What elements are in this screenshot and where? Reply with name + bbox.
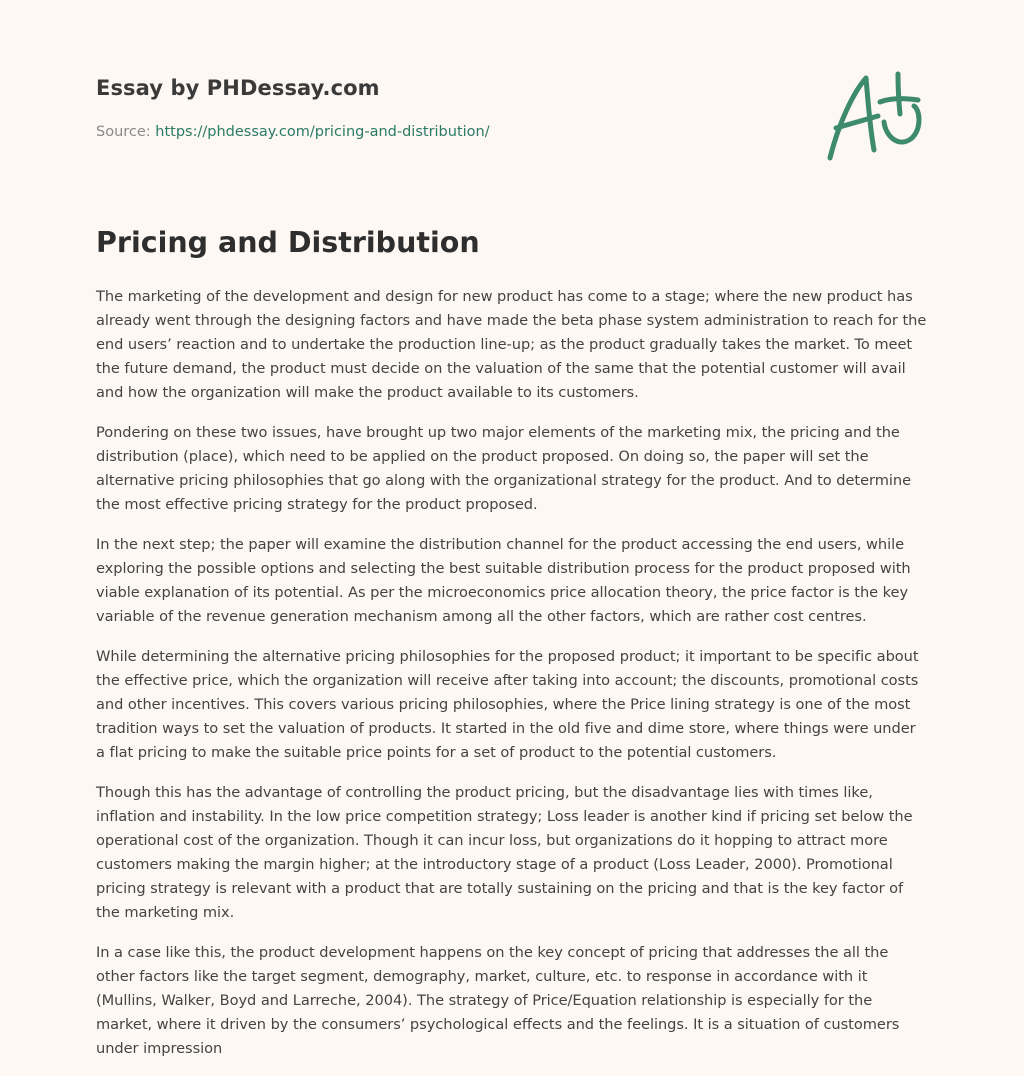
a-plus-logo	[820, 66, 928, 166]
essay-paragraph: In a case like this, the product development happens on the key concept of pricing that addresses the all the other factors like the target segment, demography, market, culture, etc. to response in accordance with it (Mullins, Walker, Boyd and Larreche, 2004). The strategy of Price/Equation relationship is especially for the market, where it driven by the consumers’ psychological effects and the feelings. It is a situation of customers under impression	[96, 944, 900, 1057]
essay-paragraph: While determining the alternative pricing philosophies for the proposed product; it important to be specific about the effective price, which the organization will receive after taking into account; the discounts, promotional costs and other incentives. This covers various pricing philosophies, where the Price lining strategy is one of the most tradition ways to set the valuation of products. It started in the old five and dime store, where things were under a flat pricing to make the suitable price points for a set of product to the potential customers.	[96, 648, 919, 761]
essay-paragraph: Though this has the advantage of controlling the product pricing, but the disadvantage lies with times like, inflation and instability. In the low price competition strategy; Loss leader is another kind if pricing set below the operational cost of the organization. Though it can incur loss, but organizations do it hopping to attract more customers making the margin higher; at the introductory stage of a product (Loss Leader, 2000). Promotional pricing strategy is relevant with a product that are totally sustaining on the pricing and that is the key factor of the marketing mix.	[96, 784, 913, 921]
source-link[interactable]: https://phdessay.com/pricing-and-distribution/	[155, 124, 490, 140]
source-line	[96, 124, 490, 140]
essay-title: Pricing and Distribution	[96, 226, 480, 259]
essay-paragraph: In the next step; the paper will examine the distribution channel for the product accessing the end users, while exploring the possible options and selecting the best suitable distribution process for the product proposed with viable explanation of its potential. As per the microeconomics price allocation theory, the price factor is the key variable of the revenue generation mechanism among all the other factors, which are rather cost centres.	[96, 536, 911, 625]
site-title: Essay by PHDessay.com	[96, 76, 380, 100]
source-label: Source:	[96, 124, 151, 140]
essay-paragraph: Pondering on these two issues, have brought up two major elements of the marketing mix, the pricing and the distribution (place), which need to be applied on the product proposed. On doing so, the paper will set the alternative pricing philosophies that go along with the organizational strategy for the product. And to determine the most effective pricing strategy for the product proposed.	[96, 424, 912, 513]
essay-paragraph: The marketing of the development and design for new product has come to a stage; where the new product has already went through the designing factors and have made the beta phase system administration to reach for the end users’ reaction and to undertake the production line-up; as the product gradually takes the market. To meet the future demand, the product must decide on the valuation of the same that the potential customer will avail and how the organization will make the product available to its customers.	[96, 288, 927, 401]
essay-body	[96, 285, 928, 1076]
